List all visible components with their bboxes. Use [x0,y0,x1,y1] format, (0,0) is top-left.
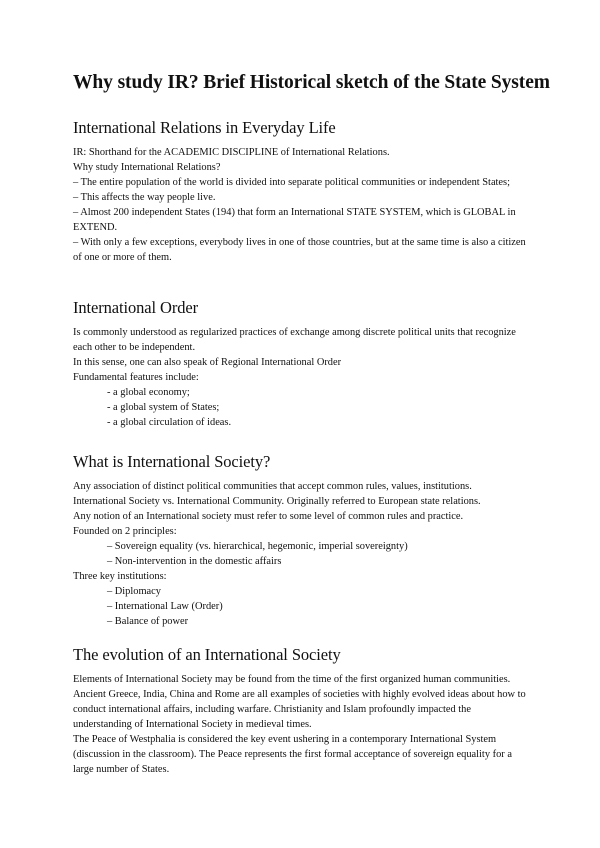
list-item: – Non-intervention in the domestic affairs [107,556,282,567]
section-heading: International Order [73,298,199,317]
paragraph-line: – The entire population of the world is divided into separate political communities or independent States; [73,177,510,188]
paragraph-line: Fundamental features include: [73,372,199,383]
paragraph-line: IR: Shorthand for the ACADEMIC DISCIPLINE of International Relations. [73,147,390,158]
paragraph-line: Is commonly understood as regularized practices of exchange among discrete political units that recognize each other to be independent. [73,327,516,353]
page-title: Why study IR? Brief Historical sketch of the State System [73,72,550,93]
list-item: – Balance of power [107,616,189,627]
paragraph-line: Founded on 2 principles: [73,526,177,537]
section-international-society [73,452,528,629]
paragraph-line: Any association of distinct political communities that accept common rules, values, institutions. [73,481,472,492]
list-item: - a global system of States; [107,402,220,413]
paragraph-line: In this sense, one can also speak of Regional International Order [73,357,342,368]
paragraph-line: – With only a few exceptions, everybody lives in one of those countries, but at the same time is also a citizen of one or more of them. [73,237,526,263]
paragraph-line: International Society vs. International Community. Originally referred to European state relations. [73,496,481,507]
paragraph-line: Any notion of an International society must refer to some level of common rules and practice. [73,511,464,522]
section-heading: International Relations in Everyday Life [73,118,336,137]
list-item: – International Law (Order) [107,601,223,612]
section-evolution [73,645,528,777]
list-item: - a global circulation of ideas. [107,417,232,428]
paragraph-line: – Almost 200 independent States (194) that form an International STATE SYSTEM, which is GLOBAL in EXTEND. [73,207,516,233]
paragraph-line: Three key institutions: [73,571,167,582]
list-item: - a global economy; [107,387,190,398]
section-international-order [73,298,528,430]
section-heading: What is International Society? [73,452,271,471]
paragraph-line: – This affects the way people live. [73,192,216,203]
section-everyday-life [73,118,528,265]
section-heading: The evolution of an International Society [73,645,341,664]
list-item: – Diplomacy [107,586,161,597]
paragraph-line: Why study International Relations? [73,162,221,173]
paragraph: Elements of International Society may be found from the time of the first organized human communities. Ancient Greece, India, China and Rome are all examples of societies with highly evolved ideas about how to conduct international affairs, including warfare. Christianity and Islam profoundly impacted the understanding of International Society in medieval times. [73,674,526,730]
paragraph: The Peace of Westphalia is considered the key event ushering in a contemporary International System (discussion in the classroom). The Peace represents the first formal acceptance of sovereign equality for a large number of States. [73,734,512,775]
list-item: – Sovereign equality (vs. hierarchical, hegemonic, imperial sovereignty) [107,541,408,552]
